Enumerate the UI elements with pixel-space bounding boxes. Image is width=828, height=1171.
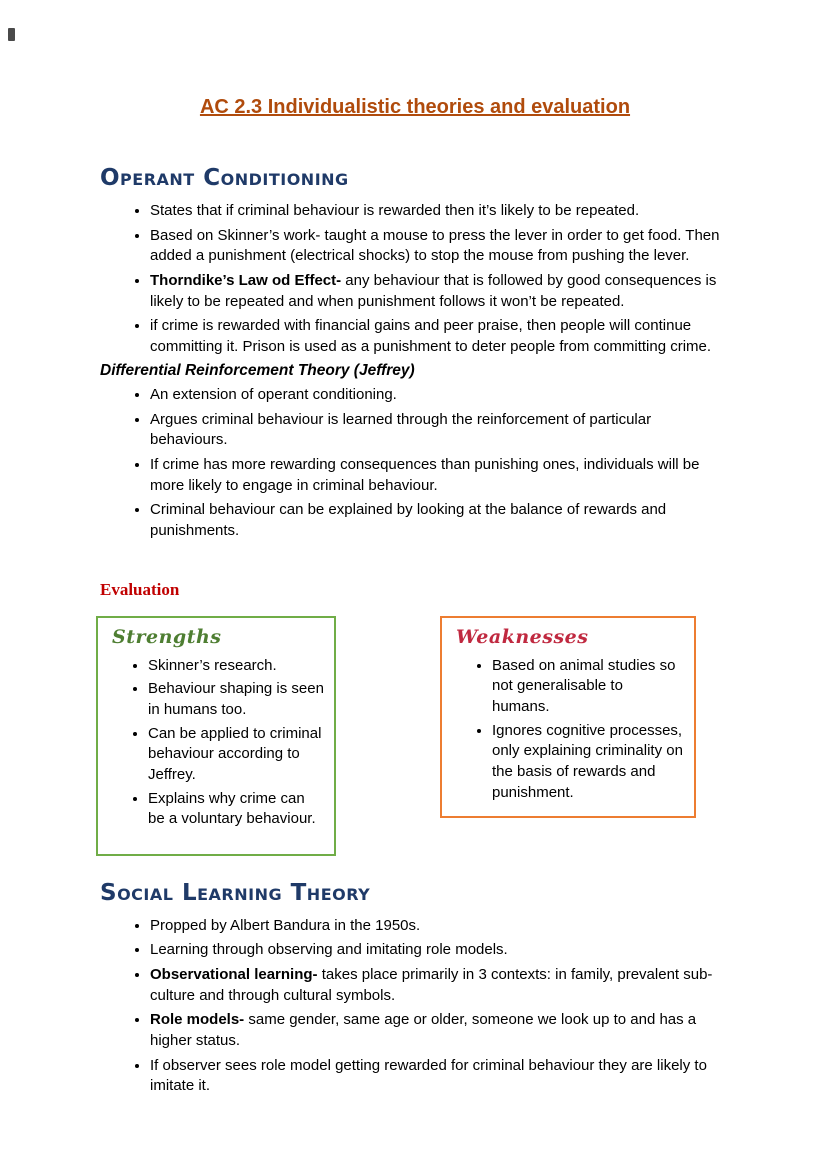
social-learning-theory-heading: Social Learning Theory: [100, 879, 371, 906]
bullet-text: An extension of operant conditioning.: [150, 385, 397, 403]
bullet-bold-lead: Thorndike’s Law od Effect-: [150, 272, 342, 290]
section-social-learning-theory: [100, 880, 730, 1098]
list-item: [150, 455, 730, 496]
differential-bullet-list: [100, 385, 730, 542]
bullet-text: Can be applied to criminal behaviour according to Jeffrey.: [148, 724, 322, 784]
list-item: [150, 410, 730, 451]
bullet-bold-lead: Observational learning-: [150, 966, 318, 983]
strengths-bullet-list: [112, 656, 324, 831]
list-item: [492, 656, 684, 718]
bullet-bold-lead: Role models-: [150, 1011, 245, 1029]
bullet-text: Argues criminal behaviour is learned through the reinforcement of particular behaviours.: [150, 410, 652, 449]
differential-reinforcement-heading: Differential Reinforcement Theory (Jeffrey): [100, 361, 415, 379]
bullet-text: if crime is rewarded with financial gains and peer praise, then people will continue committing it. Prison is used as a punishment to deter people from committing crime.: [150, 317, 712, 356]
bullet-text: takes place primarily in 3 contexts: in family, prevalent sub-culture and through cultural symbols.: [150, 966, 713, 1004]
bullet-text: any behaviour that is followed by good consequences is likely to be repeated and when punishment follows it won’t be repeated.: [150, 272, 717, 310]
bullet-text: Based on animal studies so not generalisable to humans.: [492, 656, 676, 715]
evaluation-boxes: [96, 616, 730, 856]
list-item: [148, 724, 324, 786]
list-item: [148, 679, 324, 720]
bullet-text: Explains why crime can be a voluntary behaviour.: [148, 789, 316, 828]
list-item: [150, 385, 730, 406]
list-item: [148, 789, 324, 830]
section-operant-conditioning: [100, 165, 730, 542]
list-item: [150, 965, 730, 1006]
list-item: [150, 916, 730, 937]
list-item: [150, 500, 730, 541]
operant-bullet-list: [100, 201, 730, 358]
section-evaluation: [100, 580, 730, 856]
evaluation-heading: Evaluation: [100, 579, 180, 599]
weaknesses-heading: Weaknesses: [456, 625, 589, 648]
bullet-text: Ignores cognitive processes, only explaining criminality on the basis of rewards and punishment.: [492, 721, 683, 801]
page-corner-artifact: [8, 28, 15, 41]
list-item: [150, 1010, 730, 1051]
bullet-text: Skinner’s research.: [148, 656, 277, 674]
strengths-box: [96, 616, 336, 856]
list-item: [148, 656, 324, 677]
bullet-text: Based on Skinner’s work- taught a mouse to press the lever in order to get food. Then added a punishment (electrical shocks) to stop the mouse from pushing the lever.: [150, 226, 720, 265]
list-item: [492, 721, 684, 804]
weaknesses-bullet-list: [456, 656, 684, 804]
bullet-text: Behaviour shaping is seen in humans too.: [148, 680, 324, 718]
bullet-text: Learning through observing and imitating role models.: [150, 941, 508, 959]
list-item: [150, 271, 730, 312]
list-item: [150, 1056, 730, 1097]
list-item: [150, 201, 730, 222]
weaknesses-box: [440, 616, 696, 819]
page-title: AC 2.3 Individualistic theories and evaluation: [199, 96, 631, 118]
list-item: [150, 226, 730, 267]
social-bullet-list: [100, 916, 730, 1098]
strengths-heading: Strengths: [112, 625, 222, 648]
bullet-text: If crime has more rewarding consequences than punishing ones, individuals will be more likely to engage in criminal behaviour.: [150, 455, 700, 494]
list-item: [150, 316, 730, 357]
bullet-text: If observer sees role model getting rewarded for criminal behaviour they are likely to imitate it.: [150, 1056, 707, 1095]
bullet-text: States that if criminal behaviour is rewarded then it’s likely to be repeated.: [150, 202, 640, 219]
operant-conditioning-heading: Operant Conditioning: [100, 165, 349, 191]
bullet-text: same gender, same age or older, someone we look up to and has a higher status.: [150, 1011, 697, 1050]
bullet-text: Propped by Albert Bandura in the 1950s.: [150, 916, 421, 934]
bullet-text: Criminal behaviour can be explained by looking at the balance of rewards and punishments.: [150, 501, 667, 539]
list-item: [150, 940, 730, 961]
